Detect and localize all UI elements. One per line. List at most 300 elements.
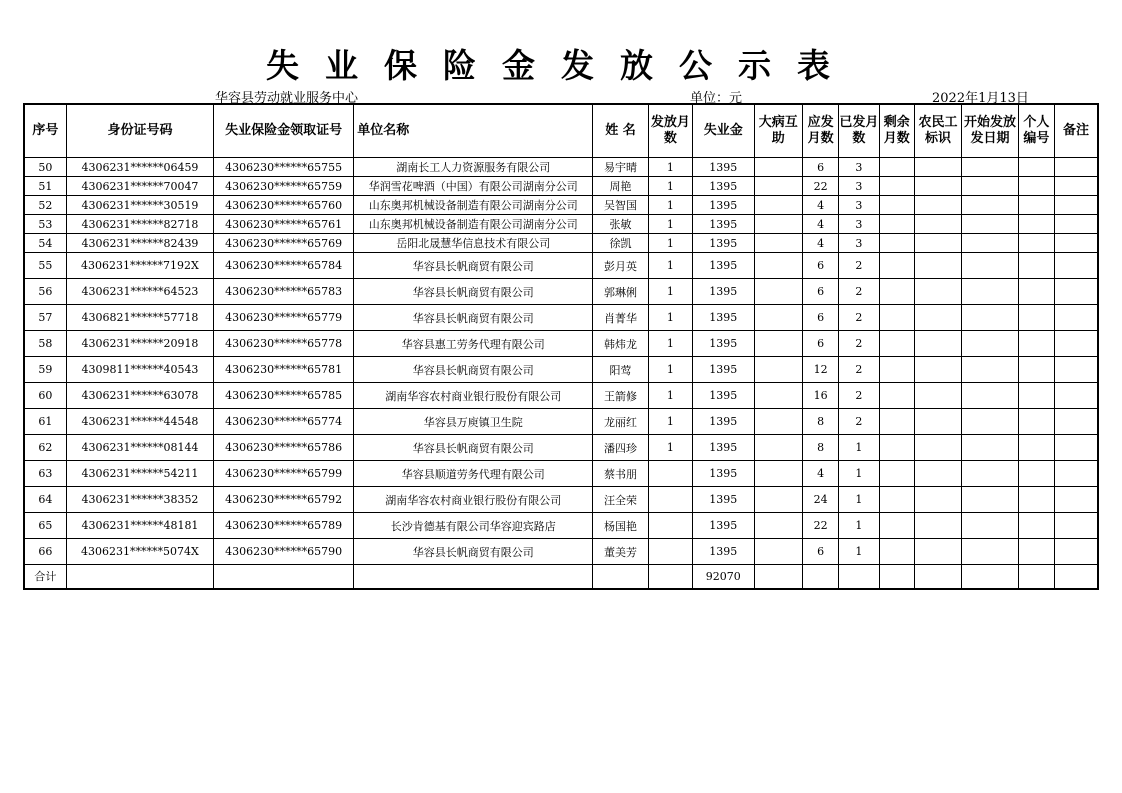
total-empty-cell bbox=[914, 565, 961, 589]
cell-migrant bbox=[914, 279, 961, 305]
cell-months: 1 bbox=[648, 234, 692, 253]
cell-amount: 1395 bbox=[693, 253, 755, 279]
cell-remarks bbox=[1055, 461, 1099, 487]
cell-paid: 1 bbox=[839, 435, 879, 461]
cell-months: 1 bbox=[648, 177, 692, 196]
cell-migrant bbox=[914, 331, 961, 357]
cell-id: 4306231******54211 bbox=[66, 461, 213, 487]
cell-start-date bbox=[962, 177, 1018, 196]
cell-amount: 1395 bbox=[693, 158, 755, 177]
cell-id: 4306231******20918 bbox=[66, 331, 213, 357]
cell-cert: 4306230******65760 bbox=[214, 196, 354, 215]
cell-company: 湖南华容农村商业银行股份有限公司 bbox=[354, 487, 593, 513]
cell-cert: 4306230******65755 bbox=[214, 158, 354, 177]
cell-paid: 2 bbox=[839, 383, 879, 409]
cell-migrant bbox=[914, 409, 961, 435]
cell-start-date bbox=[962, 305, 1018, 331]
table-row bbox=[24, 196, 1098, 215]
cell-migrant bbox=[914, 158, 961, 177]
cell-remarks bbox=[1055, 234, 1099, 253]
header-col-migrant: 农民工标识 bbox=[914, 104, 961, 158]
cell-no: 62 bbox=[24, 435, 66, 461]
cell-name: 吴智国 bbox=[593, 196, 648, 215]
cell-remarks bbox=[1055, 253, 1099, 279]
cell-cert: 4306230******65779 bbox=[214, 305, 354, 331]
table-row bbox=[24, 331, 1098, 357]
cell-migrant bbox=[914, 383, 961, 409]
cell-no: 65 bbox=[24, 513, 66, 539]
cell-migrant bbox=[914, 435, 961, 461]
cell-no: 55 bbox=[24, 253, 66, 279]
cell-migrant bbox=[914, 461, 961, 487]
cell-months bbox=[648, 461, 692, 487]
cell-start-date bbox=[962, 196, 1018, 215]
cell-remaining bbox=[879, 461, 914, 487]
publish-date: 2022年1月13日 bbox=[932, 91, 1029, 106]
cell-cert: 4306230******65774 bbox=[214, 409, 354, 435]
cell-amount: 1395 bbox=[693, 177, 755, 196]
cell-paid: 2 bbox=[839, 253, 879, 279]
header-col-due: 应发月数 bbox=[802, 104, 838, 158]
cell-cert: 4306230******65792 bbox=[214, 487, 354, 513]
cell-months: 1 bbox=[648, 253, 692, 279]
cell-id: 4306231******30519 bbox=[66, 196, 213, 215]
cell-start-date bbox=[962, 253, 1018, 279]
cell-amount: 1395 bbox=[693, 196, 755, 215]
cell-start-date bbox=[962, 158, 1018, 177]
cell-remarks bbox=[1055, 215, 1099, 234]
cell-id: 4306231******08144 bbox=[66, 435, 213, 461]
cell-id: 4306231******06459 bbox=[66, 158, 213, 177]
cell-migrant bbox=[914, 539, 961, 565]
cell-illness bbox=[754, 357, 802, 383]
cell-personal-no bbox=[1018, 461, 1054, 487]
cell-name: 彭月英 bbox=[593, 253, 648, 279]
cell-cert: 4306230******65783 bbox=[214, 279, 354, 305]
cell-migrant bbox=[914, 305, 961, 331]
cell-months: 1 bbox=[648, 279, 692, 305]
cell-paid: 2 bbox=[839, 279, 879, 305]
cell-company: 华容县惠工劳务代理有限公司 bbox=[354, 331, 593, 357]
cell-due: 16 bbox=[802, 383, 838, 409]
cell-personal-no bbox=[1018, 305, 1054, 331]
header-col-no: 序号 bbox=[24, 104, 66, 158]
cell-amount: 1395 bbox=[693, 487, 755, 513]
cell-personal-no bbox=[1018, 487, 1054, 513]
cell-illness bbox=[754, 305, 802, 331]
cell-personal-no bbox=[1018, 196, 1054, 215]
total-empty-cell bbox=[1018, 565, 1054, 589]
cell-remaining bbox=[879, 253, 914, 279]
cell-company: 华容县长帆商贸有限公司 bbox=[354, 435, 593, 461]
cell-amount: 1395 bbox=[693, 461, 755, 487]
cell-no: 60 bbox=[24, 383, 66, 409]
cell-remarks bbox=[1055, 331, 1099, 357]
total-row bbox=[24, 565, 1098, 589]
cell-company: 华容县长帆商贸有限公司 bbox=[354, 539, 593, 565]
cell-id: 4306231******70047 bbox=[66, 177, 213, 196]
cell-company: 华润雪花啤酒（中国）有限公司湖南分公司 bbox=[354, 177, 593, 196]
cell-no: 59 bbox=[24, 357, 66, 383]
cell-due: 6 bbox=[802, 539, 838, 565]
total-empty-cell bbox=[879, 565, 914, 589]
cell-migrant bbox=[914, 215, 961, 234]
cell-remaining bbox=[879, 177, 914, 196]
cell-remarks bbox=[1055, 409, 1099, 435]
cell-personal-no bbox=[1018, 513, 1054, 539]
cell-due: 22 bbox=[802, 177, 838, 196]
cell-cert: 4306230******65799 bbox=[214, 461, 354, 487]
cell-company: 华容县万庾镇卫生院 bbox=[354, 409, 593, 435]
cell-paid: 1 bbox=[839, 487, 879, 513]
total-label: 合计 bbox=[24, 565, 66, 589]
cell-company: 华容县顺道劳务代理有限公司 bbox=[354, 461, 593, 487]
cell-start-date bbox=[962, 383, 1018, 409]
cell-name: 阳莺 bbox=[593, 357, 648, 383]
cell-due: 6 bbox=[802, 253, 838, 279]
cell-paid: 2 bbox=[839, 409, 879, 435]
cell-name: 郭琳俐 bbox=[593, 279, 648, 305]
cell-cert: 4306230******65785 bbox=[214, 383, 354, 409]
cell-remaining bbox=[879, 331, 914, 357]
cell-remarks bbox=[1055, 539, 1099, 565]
cell-no: 53 bbox=[24, 215, 66, 234]
cell-name: 张敏 bbox=[593, 215, 648, 234]
cell-amount: 1395 bbox=[693, 513, 755, 539]
cell-illness bbox=[754, 234, 802, 253]
cell-no: 52 bbox=[24, 196, 66, 215]
cell-company: 岳阳北晟慧华信息技术有限公司 bbox=[354, 234, 593, 253]
cell-cert: 4306230******65761 bbox=[214, 215, 354, 234]
cell-illness bbox=[754, 513, 802, 539]
cell-months: 1 bbox=[648, 215, 692, 234]
cell-name: 董美芳 bbox=[593, 539, 648, 565]
cell-remaining bbox=[879, 215, 914, 234]
cell-months: 1 bbox=[648, 435, 692, 461]
cell-months: 1 bbox=[648, 383, 692, 409]
cell-due: 6 bbox=[802, 331, 838, 357]
cell-cert: 4306230******65786 bbox=[214, 435, 354, 461]
table-row bbox=[24, 487, 1098, 513]
total-empty-cell bbox=[66, 565, 213, 589]
cell-remarks bbox=[1055, 513, 1099, 539]
cell-name: 徐凯 bbox=[593, 234, 648, 253]
cell-name: 汪全荣 bbox=[593, 487, 648, 513]
cell-paid: 1 bbox=[839, 513, 879, 539]
table-row bbox=[24, 215, 1098, 234]
cell-remaining bbox=[879, 357, 914, 383]
total-empty-cell bbox=[754, 565, 802, 589]
cell-name: 易宇晴 bbox=[593, 158, 648, 177]
cell-illness bbox=[754, 253, 802, 279]
cell-id: 4306231******82439 bbox=[66, 234, 213, 253]
total-empty-cell bbox=[1055, 565, 1099, 589]
cell-personal-no bbox=[1018, 279, 1054, 305]
cell-illness bbox=[754, 196, 802, 215]
cell-remaining bbox=[879, 279, 914, 305]
cell-id: 4306231******48181 bbox=[66, 513, 213, 539]
header-col-amount: 失业金 bbox=[693, 104, 755, 158]
cell-no: 56 bbox=[24, 279, 66, 305]
cell-illness bbox=[754, 215, 802, 234]
cell-personal-no bbox=[1018, 357, 1054, 383]
cell-paid: 3 bbox=[839, 215, 879, 234]
cell-illness bbox=[754, 409, 802, 435]
cell-amount: 1395 bbox=[693, 435, 755, 461]
cell-due: 24 bbox=[802, 487, 838, 513]
cell-start-date bbox=[962, 487, 1018, 513]
cell-start-date bbox=[962, 409, 1018, 435]
cell-months: 1 bbox=[648, 196, 692, 215]
cell-months: 1 bbox=[648, 331, 692, 357]
cell-paid: 1 bbox=[839, 539, 879, 565]
table-row bbox=[24, 177, 1098, 196]
header-col-months: 发放月数 bbox=[648, 104, 692, 158]
cell-remarks bbox=[1055, 383, 1099, 409]
cell-remarks bbox=[1055, 196, 1099, 215]
cell-amount: 1395 bbox=[693, 215, 755, 234]
cell-company: 华容县长帆商贸有限公司 bbox=[354, 305, 593, 331]
cell-migrant bbox=[914, 177, 961, 196]
organization-name: 华容县劳动就业服务中心 bbox=[215, 91, 359, 106]
table-row bbox=[24, 461, 1098, 487]
cell-personal-no bbox=[1018, 177, 1054, 196]
header-col-remaining: 剩余月数 bbox=[879, 104, 914, 158]
cell-cert: 4306230******65789 bbox=[214, 513, 354, 539]
cell-name: 蔡书朋 bbox=[593, 461, 648, 487]
cell-company: 湖南华容农村商业银行股份有限公司 bbox=[354, 383, 593, 409]
cell-company: 长沙肯德基有限公司华容迎宾路店 bbox=[354, 513, 593, 539]
cell-paid: 2 bbox=[839, 331, 879, 357]
cell-migrant bbox=[914, 513, 961, 539]
table-row bbox=[24, 305, 1098, 331]
cell-cert: 4306230******65781 bbox=[214, 357, 354, 383]
table-row bbox=[24, 158, 1098, 177]
cell-illness bbox=[754, 487, 802, 513]
cell-cert: 4306230******65759 bbox=[214, 177, 354, 196]
total-empty-cell bbox=[214, 565, 354, 589]
cell-personal-no bbox=[1018, 215, 1054, 234]
cell-personal-no bbox=[1018, 539, 1054, 565]
cell-company: 山东奥邦机械设备制造有限公司湖南分公司 bbox=[354, 196, 593, 215]
cell-months: 1 bbox=[648, 305, 692, 331]
cell-amount: 1395 bbox=[693, 539, 755, 565]
cell-personal-no bbox=[1018, 383, 1054, 409]
cell-personal-no bbox=[1018, 331, 1054, 357]
total-amount: 92070 bbox=[693, 565, 755, 589]
table-row bbox=[24, 539, 1098, 565]
cell-remarks bbox=[1055, 357, 1099, 383]
cell-cert: 4306230******65769 bbox=[214, 234, 354, 253]
cell-illness bbox=[754, 279, 802, 305]
cell-amount: 1395 bbox=[693, 305, 755, 331]
cell-id: 4306231******44548 bbox=[66, 409, 213, 435]
cell-migrant bbox=[914, 357, 961, 383]
cell-id: 4306231******63078 bbox=[66, 383, 213, 409]
cell-months: 1 bbox=[648, 357, 692, 383]
table-row bbox=[24, 383, 1098, 409]
cell-id: 4306231******5074X bbox=[66, 539, 213, 565]
cell-no: 61 bbox=[24, 409, 66, 435]
table-row bbox=[24, 253, 1098, 279]
cell-remarks bbox=[1055, 177, 1099, 196]
cell-months bbox=[648, 539, 692, 565]
cell-personal-no bbox=[1018, 234, 1054, 253]
cell-remaining bbox=[879, 539, 914, 565]
cell-name: 潘四珍 bbox=[593, 435, 648, 461]
cell-remaining bbox=[879, 305, 914, 331]
cell-illness bbox=[754, 435, 802, 461]
cell-due: 6 bbox=[802, 279, 838, 305]
cell-remaining bbox=[879, 487, 914, 513]
cell-amount: 1395 bbox=[693, 234, 755, 253]
total-empty-cell bbox=[839, 565, 879, 589]
page-title: 失业保险金发放公示表 bbox=[266, 46, 856, 85]
cell-personal-no bbox=[1018, 158, 1054, 177]
table-row bbox=[24, 279, 1098, 305]
cell-remaining bbox=[879, 196, 914, 215]
total-empty-cell bbox=[962, 565, 1018, 589]
payout-table bbox=[23, 103, 1099, 590]
cell-cert: 4306230******65784 bbox=[214, 253, 354, 279]
cell-due: 4 bbox=[802, 461, 838, 487]
cell-name: 龙丽红 bbox=[593, 409, 648, 435]
header-col-cert: 失业保险金领取证号 bbox=[214, 104, 354, 158]
cell-due: 22 bbox=[802, 513, 838, 539]
cell-id: 4306231******64523 bbox=[66, 279, 213, 305]
header-col-start-date: 开始发放发日期 bbox=[962, 104, 1018, 158]
cell-illness bbox=[754, 177, 802, 196]
cell-remarks bbox=[1055, 305, 1099, 331]
cell-paid: 2 bbox=[839, 305, 879, 331]
header-col-personal-no: 个人编号 bbox=[1018, 104, 1054, 158]
cell-start-date bbox=[962, 279, 1018, 305]
header-col-remarks: 备注 bbox=[1055, 104, 1099, 158]
cell-amount: 1395 bbox=[693, 279, 755, 305]
cell-remarks bbox=[1055, 435, 1099, 461]
table-row bbox=[24, 409, 1098, 435]
cell-migrant bbox=[914, 196, 961, 215]
cell-illness bbox=[754, 383, 802, 409]
cell-months: 1 bbox=[648, 409, 692, 435]
total-empty-cell bbox=[648, 565, 692, 589]
total-empty-cell bbox=[354, 565, 593, 589]
table-row bbox=[24, 435, 1098, 461]
cell-company: 湖南长工人力资源服务有限公司 bbox=[354, 158, 593, 177]
cell-start-date bbox=[962, 539, 1018, 565]
cell-start-date bbox=[962, 234, 1018, 253]
total-empty-cell bbox=[593, 565, 648, 589]
table-row bbox=[24, 513, 1098, 539]
cell-name: 杨国艳 bbox=[593, 513, 648, 539]
cell-start-date bbox=[962, 461, 1018, 487]
cell-start-date bbox=[962, 215, 1018, 234]
cell-id: 4306231******7192X bbox=[66, 253, 213, 279]
header-col-paid: 已发月数 bbox=[839, 104, 879, 158]
cell-name: 韩炜龙 bbox=[593, 331, 648, 357]
cell-illness bbox=[754, 539, 802, 565]
cell-name: 周艳 bbox=[593, 177, 648, 196]
cell-illness bbox=[754, 331, 802, 357]
cell-due: 4 bbox=[802, 215, 838, 234]
cell-no: 58 bbox=[24, 331, 66, 357]
cell-remarks bbox=[1055, 158, 1099, 177]
header-col-name: 姓 名 bbox=[593, 104, 648, 158]
cell-name: 肖菁华 bbox=[593, 305, 648, 331]
table-body bbox=[24, 158, 1098, 589]
cell-id: 4306231******38352 bbox=[66, 487, 213, 513]
cell-id: 4306231******82718 bbox=[66, 215, 213, 234]
cell-remarks bbox=[1055, 487, 1099, 513]
cell-remaining bbox=[879, 409, 914, 435]
cell-remaining bbox=[879, 435, 914, 461]
cell-no: 66 bbox=[24, 539, 66, 565]
cell-company: 华容县长帆商贸有限公司 bbox=[354, 357, 593, 383]
cell-months: 1 bbox=[648, 158, 692, 177]
table-row bbox=[24, 357, 1098, 383]
cell-illness bbox=[754, 158, 802, 177]
cell-company: 华容县长帆商贸有限公司 bbox=[354, 253, 593, 279]
cell-no: 57 bbox=[24, 305, 66, 331]
cell-no: 54 bbox=[24, 234, 66, 253]
cell-due: 12 bbox=[802, 357, 838, 383]
cell-personal-no bbox=[1018, 409, 1054, 435]
header-row bbox=[24, 104, 1098, 158]
cell-amount: 1395 bbox=[693, 383, 755, 409]
cell-no: 64 bbox=[24, 487, 66, 513]
table-row bbox=[24, 234, 1098, 253]
cell-paid: 3 bbox=[839, 158, 879, 177]
cell-name: 王箭修 bbox=[593, 383, 648, 409]
cell-months bbox=[648, 487, 692, 513]
cell-id: 4306821******57718 bbox=[66, 305, 213, 331]
total-empty-cell bbox=[802, 565, 838, 589]
cell-start-date bbox=[962, 331, 1018, 357]
cell-remarks bbox=[1055, 279, 1099, 305]
cell-due: 8 bbox=[802, 435, 838, 461]
currency-unit: 单位：元 bbox=[690, 91, 743, 106]
cell-personal-no bbox=[1018, 435, 1054, 461]
cell-paid: 3 bbox=[839, 234, 879, 253]
cell-paid: 2 bbox=[839, 357, 879, 383]
cell-illness bbox=[754, 461, 802, 487]
cell-no: 51 bbox=[24, 177, 66, 196]
cell-months bbox=[648, 513, 692, 539]
cell-amount: 1395 bbox=[693, 409, 755, 435]
cell-due: 8 bbox=[802, 409, 838, 435]
header-col-company: 单位名称 bbox=[354, 104, 593, 158]
cell-cert: 4306230******65778 bbox=[214, 331, 354, 357]
cell-migrant bbox=[914, 253, 961, 279]
cell-remaining bbox=[879, 383, 914, 409]
cell-start-date bbox=[962, 435, 1018, 461]
cell-cert: 4306230******65790 bbox=[214, 539, 354, 565]
cell-start-date bbox=[962, 357, 1018, 383]
cell-remaining bbox=[879, 234, 914, 253]
cell-no: 50 bbox=[24, 158, 66, 177]
cell-due: 4 bbox=[802, 196, 838, 215]
header-col-illness: 大病互助 bbox=[754, 104, 802, 158]
cell-amount: 1395 bbox=[693, 357, 755, 383]
cell-id: 4309811******40543 bbox=[66, 357, 213, 383]
cell-migrant bbox=[914, 487, 961, 513]
cell-company: 华容县长帆商贸有限公司 bbox=[354, 279, 593, 305]
cell-start-date bbox=[962, 513, 1018, 539]
header-col-id: 身份证号码 bbox=[66, 104, 213, 158]
cell-personal-no bbox=[1018, 253, 1054, 279]
cell-remaining bbox=[879, 158, 914, 177]
cell-due: 6 bbox=[802, 305, 838, 331]
